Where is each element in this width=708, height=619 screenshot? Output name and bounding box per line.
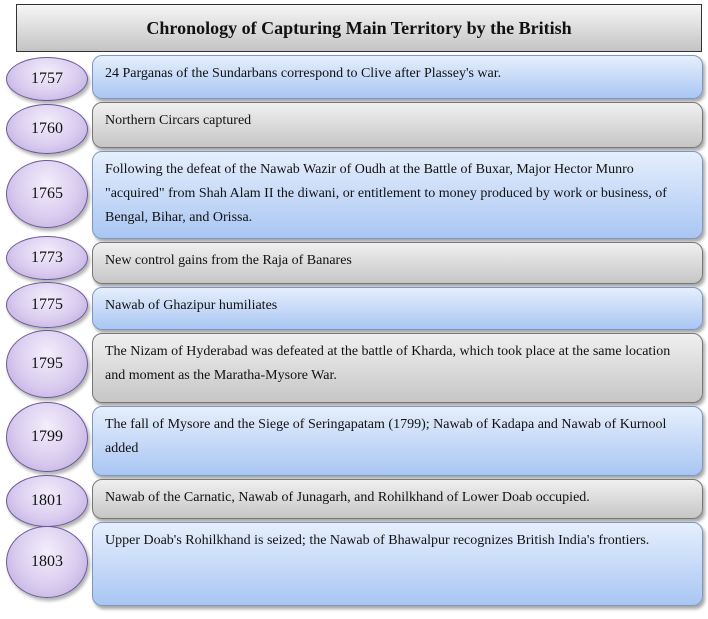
event-box-1773: New control gains from the Raja of Banares (92, 242, 703, 284)
event-box-1803: Upper Doab's Rohilkhand is seized; the Nawab of Bhawalpur recognizes British India's frontiers. (92, 522, 703, 606)
year-oval-1775: 1775 (6, 282, 88, 328)
event-box-1760: Northern Circars captured (92, 102, 703, 148)
event-box-1765: Following the defeat of the Nawab Wazir of Oudh at the Battle of Buxar, Major Hector Munro "acquired" from Shah Alam II the diwani, or entitlement to money produced by work or business, of Bengal, Bihar, and Orissa. (92, 151, 703, 239)
year-oval-1760: 1760 (6, 104, 88, 154)
event-box-1795: The Nizam of Hyderabad was defeated at the battle of Kharda, which took place at the same location and moment as the Maratha-Mysore War. (92, 333, 703, 403)
chart-title: Chronology of Capturing Main Territory by the British (16, 4, 702, 52)
year-oval-1803: 1803 (6, 526, 88, 598)
year-oval-1757: 1757 (6, 57, 88, 101)
event-box-1775: Nawab of Ghazipur humiliates (92, 287, 703, 330)
year-oval-1795: 1795 (6, 330, 88, 398)
event-box-1801: Nawab of the Carnatic, Nawab of Junagarh, and Rohilkhand of Lower Doab occupied. (92, 479, 703, 519)
year-oval-1765: 1765 (6, 160, 88, 228)
year-oval-1801: 1801 (6, 475, 88, 527)
event-box-1799: The fall of Mysore and the Siege of Seringapatam (1799); Nawab of Kadapa and Nawab of Kurnool added (92, 406, 703, 476)
event-box-1757: 24 Parganas of the Sundarbans correspond to Clive after Plassey's war. (92, 55, 703, 99)
year-oval-1773: 1773 (6, 236, 88, 280)
year-oval-1799: 1799 (6, 402, 88, 472)
